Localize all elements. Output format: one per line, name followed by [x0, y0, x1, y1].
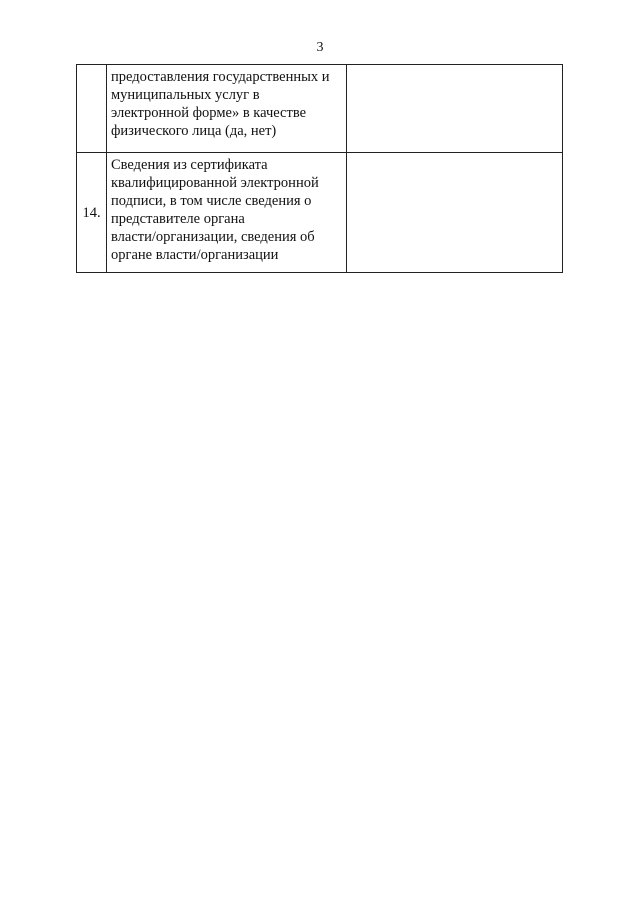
- table-row: [77, 65, 563, 153]
- row-number-cell: [77, 65, 107, 153]
- row-value-cell: [347, 65, 563, 153]
- row-value-cell: [347, 153, 563, 273]
- data-table: [76, 64, 563, 273]
- row-description-cell: предоставления государственных и муниципальных услуг в электронной форме» в качестве физического лица (да, нет): [107, 65, 347, 153]
- row-description-cell: Сведения из сертификата квалифицированной электронной подписи, в том числе сведения о представителе органа власти/организации, сведения об органе власти/организации: [107, 153, 347, 273]
- page-number: 3: [316, 40, 324, 55]
- row-number-cell: 14.: [77, 153, 107, 273]
- table-row: [77, 153, 563, 273]
